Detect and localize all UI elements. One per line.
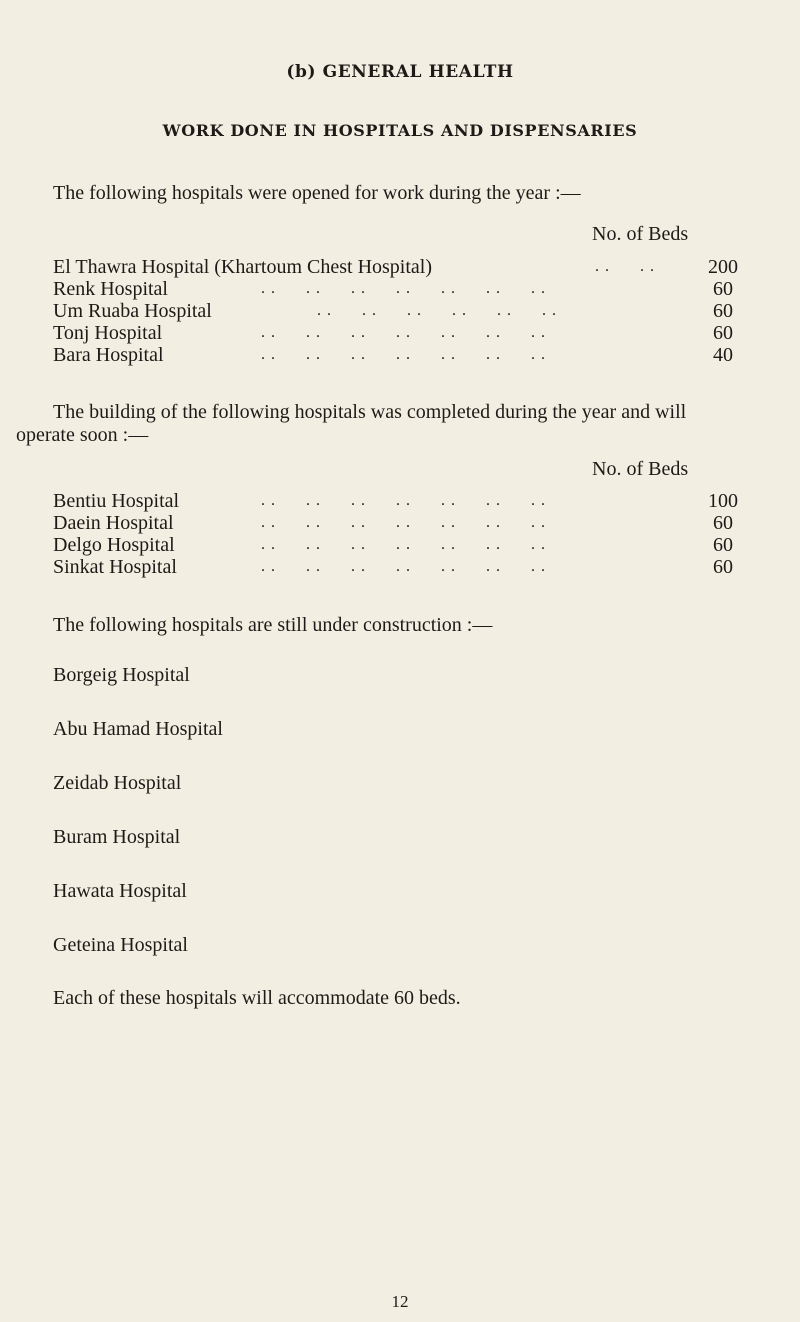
table-row	[53, 556, 753, 578]
bed-count: 60	[713, 534, 733, 556]
list-item: Hawata Hospital	[53, 880, 187, 902]
dot-leader: . . . . . . . . . . . . . .	[261, 492, 546, 509]
table-row	[53, 256, 753, 278]
hospital-name: Bara Hospital	[53, 344, 164, 366]
list-item: Geteina Hospital	[53, 934, 188, 956]
list-item: Borgeig Hospital	[53, 664, 190, 686]
bed-count: 60	[713, 322, 733, 344]
dot-leader: . . . .	[595, 258, 655, 275]
opened-intro: The following hospitals were opened for work during the year :—	[53, 182, 581, 204]
hospital-name: Delgo Hospital	[53, 534, 175, 556]
table-row	[53, 490, 753, 512]
list-item: Abu Hamad Hospital	[53, 718, 223, 740]
dot-leader: . . . . . . . . . . . . . .	[261, 324, 546, 341]
completed-intro-line2: operate soon :—	[16, 424, 149, 446]
table-row	[53, 278, 753, 300]
construction-closing: Each of these hospitals will accommodate 60 beds.	[53, 987, 461, 1009]
dot-leader: . . . . . . . . . . . . . .	[261, 514, 546, 531]
bed-count: 40	[713, 344, 733, 366]
hospital-name: Um Ruaba Hospital	[53, 300, 212, 322]
list-item: Zeidab Hospital	[53, 772, 182, 794]
hospital-name: Renk Hospital	[53, 278, 168, 300]
dot-leader: . . . . . . . . . . . .	[317, 302, 557, 319]
table-row	[53, 322, 753, 344]
bed-count: 60	[713, 512, 733, 534]
table-row	[53, 344, 753, 366]
bed-count: 60	[713, 278, 733, 300]
dot-leader: . . . . . . . . . . . . . .	[261, 346, 546, 363]
page-number: 12	[391, 1292, 409, 1311]
bed-count: 60	[713, 300, 733, 322]
hospital-name: Tonj Hospital	[53, 322, 163, 344]
dot-leader: . . . . . . . . . . . . . .	[261, 280, 546, 297]
bed-count: 60	[713, 556, 733, 578]
section-heading: (b) GENERAL HEALTH	[286, 62, 514, 82]
hospital-name: Sinkat Hospital	[53, 556, 177, 578]
table-row	[53, 534, 753, 556]
dot-leader: . . . . . . . . . . . . . .	[261, 558, 546, 575]
hospital-name: El Thawra Hospital (Khartoum Chest Hospital)	[53, 256, 433, 278]
table-row	[53, 300, 753, 322]
completed-intro-line1: The building of the following hospitals was completed during the year and will	[53, 401, 687, 423]
completed-column-header: No. of Beds	[592, 458, 689, 480]
hospital-name: Bentiu Hospital	[53, 490, 180, 512]
construction-intro: The following hospitals are still under construction :—	[53, 614, 493, 636]
hospital-name: Daein Hospital	[53, 512, 174, 534]
table-row	[53, 512, 753, 534]
page-title: WORK DONE IN HOSPITALS AND DISPENSARIES	[162, 121, 638, 140]
list-item: Buram Hospital	[53, 826, 181, 848]
bed-count: 100	[708, 490, 738, 512]
dot-leader: . . . . . . . . . . . . . .	[261, 536, 546, 553]
bed-count: 200	[708, 256, 738, 278]
opened-column-header: No. of Beds	[592, 223, 689, 245]
